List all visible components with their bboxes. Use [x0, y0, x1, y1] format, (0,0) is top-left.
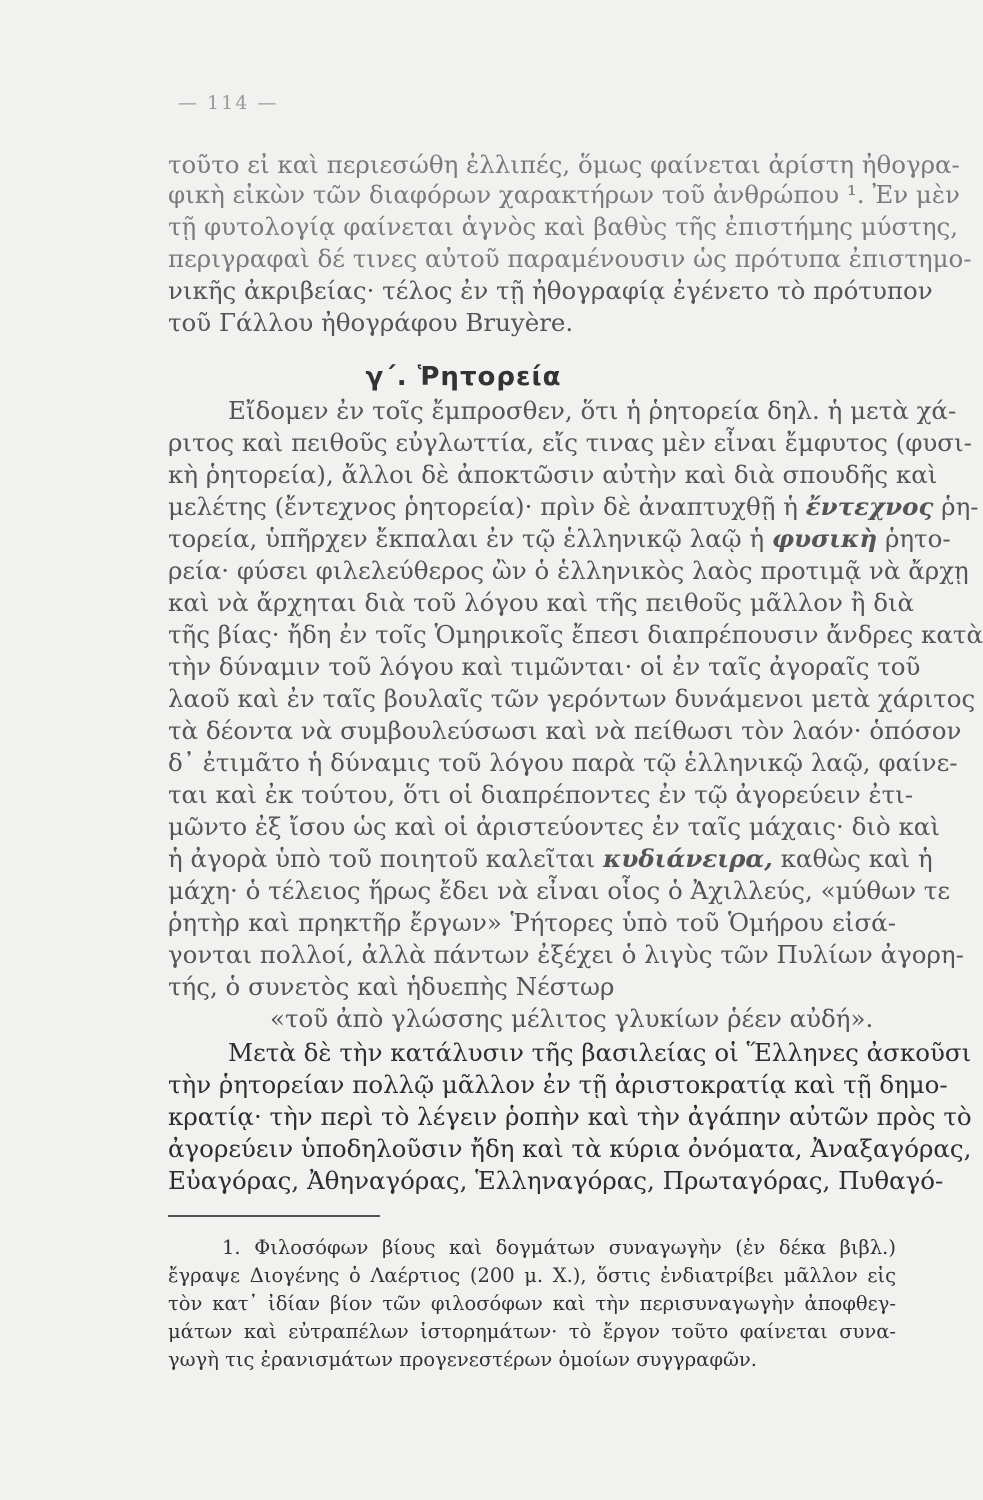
text-line: ρεία· φύσει φιλελεύθερος ὢν ὁ ἑλληνικὸς λαὸς προτιμᾷ νὰ ἄρχῃ	[168, 556, 969, 585]
footnote-line: ἔγραψε Διογένης ὁ Λαέρτιος (200 μ. Χ.), ὅστις ἐνδιατρίβει μᾶλλον εἰς	[168, 1264, 896, 1287]
quote-line: «τοῦ ἀπὸ γλώσσης μέλιτος γλυκίων ῥέεν αὐδή».	[270, 1004, 874, 1033]
text-line: γονται πολλοί, ἀλλὰ πάντων ἐξέχει ὁ λιγὺς τῶν Πυλίων ἀγορη-	[168, 940, 964, 969]
text-line: ται καὶ ἐκ τούτου, ὅτι οἱ διαπρέποντες ἐν τῷ ἀγορεύειν ἐτι-	[168, 780, 914, 809]
page-number: — 114 —	[178, 92, 279, 114]
text-line: τῆς βίας· ἤδη ἐν τοῖς Ὁμηρικοῖς ἔπεσι διαπρέπουσιν ἄνδρες κατὰ	[168, 620, 983, 649]
text-line: τὴν ῥητορείαν πολλῷ μᾶλλον ἐν τῇ ἀριστοκρατίᾳ καὶ τῇ δημο-	[168, 1070, 948, 1099]
text-line: τής, ὁ συνετὸς καὶ ἡδυεπὴς Νέστωρ	[168, 972, 615, 1001]
text-line: Μετὰ δὲ τὴν κατάλυσιν τῆς βασιλείας οἱ Ἕλληνες ἀσκοῦσι	[228, 1038, 972, 1067]
text-line: τῇ φυτολογίᾳ φαίνεται ἁγνὸς καὶ βαθὺς τῆς ἐπιστήμης μύστης,	[168, 212, 959, 241]
text-line: λαοῦ καὶ ἐν ταῖς βουλαῖς τῶν γερόντων δυνάμενοι μετὰ χάριτος	[168, 684, 976, 713]
text-span: ῥητο-	[877, 524, 951, 553]
emphasis-physike: φυσικὴ	[771, 524, 878, 553]
footnote-line: μάτων καὶ εὐτραπέλων ἱστορημάτων· τὸ ἔργον τοῦτο φαίνεται συνα-	[168, 1320, 896, 1343]
text-span: ἡ ἀγορὰ ὑπὸ τοῦ ποιητοῦ καλεῖται	[168, 844, 603, 873]
text-line: τοῦτο εἰ καὶ περιεσώθη ἐλλιπές, ὅμως φαίνεται ἀρίστη ἠθογρα-	[168, 150, 960, 179]
text-line: τὴν δύναμιν τοῦ λόγου καὶ τιμῶνται· οἱ ἐν ταῖς ἀγοραῖς τοῦ	[168, 652, 921, 681]
text-line: ῥητὴρ καὶ πρηκτῆρ ἔργων» Ῥήτορες ὑπὸ τοῦ Ὁμήρου εἰσά-	[168, 908, 896, 937]
text-line	[168, 844, 933, 874]
text-line: μῶντο ἐξ ἴσου ὡς καὶ οἱ ἀριστεύοντες ἐν ταῖς μάχαις· διὸ καὶ	[168, 812, 940, 841]
text-line: Εἴδομεν ἐν τοῖς ἔμπροσθεν, ὅτι ἡ ῥητορεία δηλ. ἡ μετὰ χά-	[228, 396, 957, 425]
text-line: ριτος καὶ πειθοῦς εὐγλωττία, εἴς τινας μὲν εἶναι ἔμφυτος (φυσι-	[168, 428, 972, 457]
text-line: μάχη· ὁ τέλειος ἥρως ἔδει νὰ εἶναι οἷος ὁ Ἀχιλλεύς, «μύθων τε	[168, 876, 951, 905]
text-line: κρατίᾳ· τὴν περὶ τὸ λέγειν ῥοπὴν καὶ τὴν ἀγάπην αὐτῶν πρὸς τὸ	[168, 1102, 972, 1131]
text-line: καὶ νὰ ἄρχηται διὰ τοῦ λόγου καὶ τῆς πειθοῦς μᾶλλον ἢ διὰ	[168, 588, 915, 617]
footnote-line: γωγὴ τις ἐρανισμάτων προγενεστέρων ὁμοίων συγγραφῶν.	[168, 1348, 757, 1371]
text-line: ἀγορεύειν ὑποδηλοῦσιν ἤδη καὶ τὰ κύρια ὀνόματα, Ἀναξαγόρας,	[168, 1134, 972, 1163]
text-line: τὰ δέοντα νὰ συμβουλεύσωσι καὶ νὰ πείθωσι τὸν λαόν· ὁπόσον	[168, 716, 962, 745]
text-span: καθὼς καὶ ἡ	[772, 844, 933, 873]
text-line: δ᾽ ἐτιμᾶτο ἡ δύναμις τοῦ λόγου παρὰ τῷ ἑλληνικῷ λαῷ, φαίνε-	[168, 748, 958, 777]
text-line: τοῦ Γάλλου ἠθογράφου Bruyère.	[168, 308, 574, 337]
text-line: φικὴ εἰκὼν τῶν διαφόρων χαρακτήρων τοῦ ἀνθρώπου ¹. Ἐν μὲν	[168, 180, 960, 209]
text-line	[168, 492, 979, 522]
footnote-divider	[168, 1215, 380, 1217]
text-line: νικῆς ἀκριβείας· τέλος ἐν τῇ ἠθογραφίᾳ ἐγένετο τὸ πρότυπον	[168, 276, 933, 305]
section-heading: γ΄. Ῥητορεία	[365, 362, 562, 392]
text-line: Εὐαγόρας, Ἀθηναγόρας, Ἑλληναγόρας, Πρωταγόρας, Πυθαγό-	[168, 1166, 944, 1195]
text-line: κὴ ῥητορεία), ἄλλοι δὲ ἀποκτῶσιν αὐτὴν καὶ διὰ σπουδῆς καὶ	[168, 460, 938, 489]
text-span: ῥη-	[933, 492, 979, 521]
emphasis-entechnos: ἔντεχνος	[805, 492, 934, 521]
emphasis-kydianeira: κυδιάνειρα,	[602, 844, 773, 873]
text-line	[168, 524, 951, 554]
footnote-line: 1. Φιλοσόφων βίους καὶ δογμάτων συναγωγὴν (ἐν δέκα βιβλ.)	[222, 1236, 896, 1259]
text-line: περιγραφαὶ δέ τινες αὐτοῦ παραμένουσιν ὡς πρότυπα ἐπιστημο-	[168, 244, 972, 273]
footnote-line: τὸν κατ᾽ ἰδίαν βίον τῶν φιλοσόφων καὶ τὴν περισυναγωγὴν ἀποφθεγ-	[168, 1292, 896, 1315]
text-span: τορεία, ὑπῆρχεν ἔκπαλαι ἐν τῷ ἑλληνικῷ λαῷ ἡ	[168, 524, 772, 553]
text-span: μελέτης (ἔντεχνος ῥητορεία)· πρὶν δὲ ἀναπτυχθῇ ἡ	[168, 492, 806, 521]
